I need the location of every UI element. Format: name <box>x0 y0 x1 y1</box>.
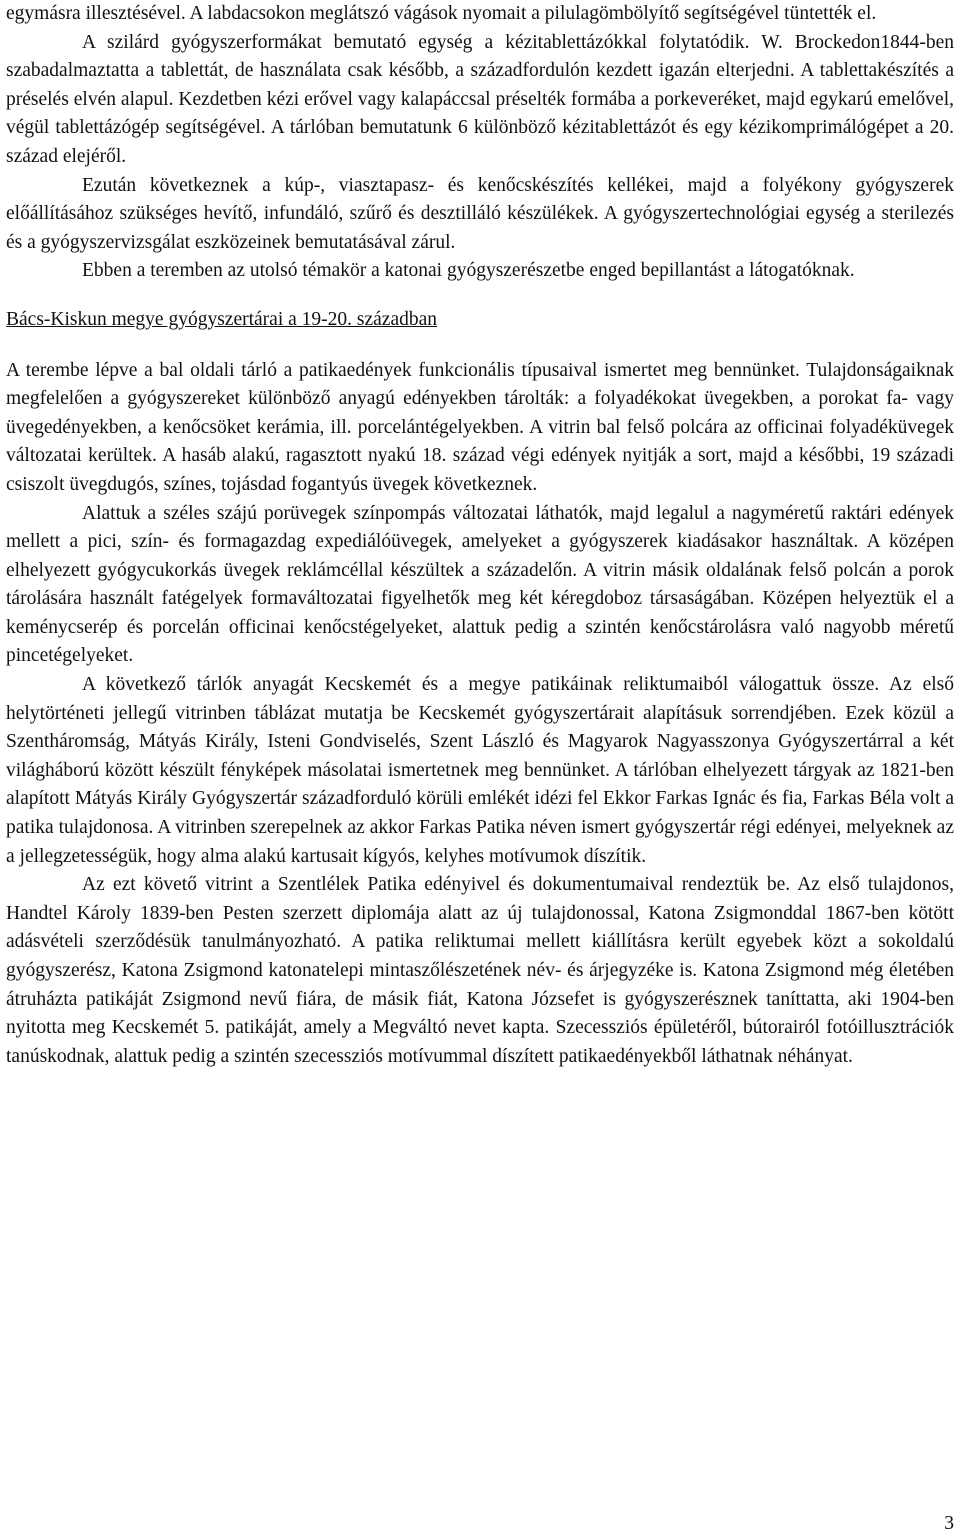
paragraph-tablet-press: A szilárd gyógyszerformákat bemutató egység a kézitablettázókkal folytatódik. W. Brockedon1844-ben szabadalmaztatta a tablettát, de használata csak később, a századfordulón kezdett igazán elterjedni. A tablettakészítés a préselés elvén alapul. Kezdetben kézi erővel vagy kalapáccsal préselték formába a porkeveréket, majd egykarú emelővel, végül tablettázógép segítségével. A tárlóban bemutatunk 6 különböző kézitablettázót és egy kézikomprimálógépet a 20. század elejéről. <box>6 31 954 167</box>
paragraph-vessel-types: A terembe lépve a bal oldali tárló a patikaedények funkcionális típusaival ismertet meg bennünket. Tulajdonságaiknak megfelelően a gyógyszereket különböző anyagú edényekben tárolták: a folyadékokat üvegekben, a porokat fa- vagy üvegedényekben, a kenőcsöket kerámia, ill. porcelántégelyekben. A vitrin bal felső polcára az officinai folyadéküvegek változatai kerültek. A hasáb alakú, ragasztott nyakú 18. század végi edények nyitják a sort, majd a későbbi, 19 századi csiszolt üvegdugós, színes, tojásdad fogantyús üvegek következnek. <box>6 359 954 495</box>
page-number: 3 <box>944 1513 954 1534</box>
paragraph-military-pharmacy: Ebben a teremben az utolsó témakör a katonai gyógyszerészetbe enged bepillantást a látogatóknak. <box>82 260 855 282</box>
paragraph-szentlelek-pharmacy: Az ezt követő vitrint a Szentlélek Patika edényivel és dokumentumaival rendeztük be. Az első tulajdonos, Handtel Károly 1839-ben Pesten szerzett diplomája alatt az új tulajdonossal, Katona Zsigmonddal 1867-ben kötött adásvételi szerződésük tanulmányozható. A patika reliktumai mellett kiállításra került egyebek közt a sokoldalú gyógyszerész, Katona Zsigmond katonatelepi mintaszőlészetének név- és árjegyzéke is. Katona Zsigmond még életében átruházta patikáját Zsigmond nevű fiára, de másik fiát, Katona Józsefet is gyógyszerésznek taníttatta, aki 1904-ben nyitotta meg Kecskemét 5. patikáját, amely a Megváltó nevet kapta. Szecessziós épületéről, bútorairól fotóillusztrációk tanúskodnak, alattuk pedig a szintén szecessziós motívummal díszített patikaedényekből láthatnak néhányat. <box>6 874 954 1067</box>
paragraph-kecskemet-pharmacies: A következő tárlók anyagát Kecskemét és a megye patikáinak reliktumaiból válogattuk össze. Az első helytörténeti jellegű vitrinben táblázat mutatja be Kecskemét gyógyszertárait alapításuk sorrendjében. Ezek közül a Szentháromság, Mátyás Király, Isteni Gondviselés, Szent László és Magyarok Nagyasszonya Gyógyszertárral a két világháború között készült fényképek másolatai ismertetnek meg bennünket. A tárlóban elhelyezett tárgyak az 1821-ben alapított Mátyás Király Gyógyszertár századforduló körüli emlékét idézi fel Ekkor Farkas Ignác és fia, Farkas Béla volt a patika tulajdonosa. A vitrinben szerepelnek az akkor Farkas Patika néven ismert gyógyszertár régi edényei, melyeknek az a jellegzetességük, hogy alma alakú kartusait kígyós, kelyhes motívumok díszítik. <box>6 674 954 867</box>
document-page <box>6 0 954 1071</box>
paragraph-pill-rounding: egymásra illesztésével. A labdacsokon meglátszó vágások nyomait a pilulagömbölyítő segítségével tüntették el. <box>6 3 877 24</box>
paragraph-suppository-tools: Ezután következnek a kúp-, viasztapasz- és kenőcskészítés kellékei, majd a folyékony gyógyszerek előállításához szükséges hevítő, infundáló, szűrő és desztilláló készülékek. A gyógyszertechnológiai egység a sterilezés és a gyógyszervizsgálat eszközeinek bemutatásával zárul. <box>6 174 954 253</box>
paragraph-powder-jars: Alattuk a széles szájú porüvegek színpompás változatai láthatók, majd legalul a nagyméretű raktári edények mellett a pici, szín- és formagazdag expediálóüvegek, amelyeket a gyógyszerek kiadásakor használtak. A középen elhelyezett gyógycukorkás üvegek reklámcéllal készültek a századelőn. A vitrin másik oldalának felső polcán a porok tárolására használt fatégelyek formaváltozatai figyelhetők meg két kéregdoboz társaságában. Középen helyeztük el a keménycserép és porcelán officinai kenőcstégelyeket, alattuk pedig a szintén kenőcstárolásra való nagyobb méretű pincetégelyeket. <box>6 502 954 667</box>
section-heading: Bács-Kiskun megye gyógyszertárai a 19-20. században <box>6 308 438 330</box>
